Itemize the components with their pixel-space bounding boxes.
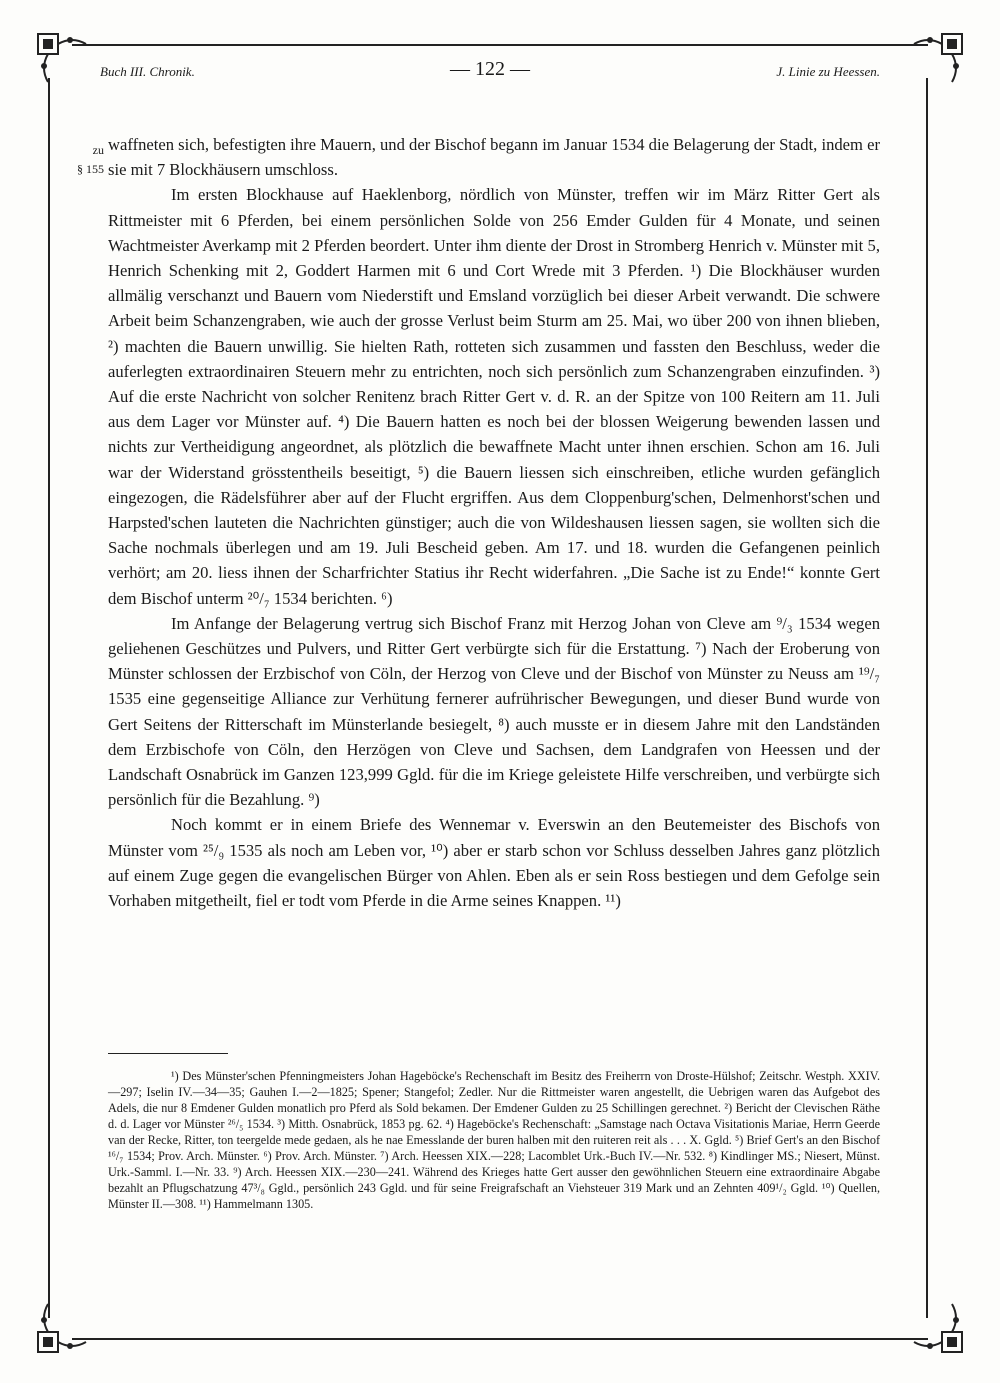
paragraph-3: Im Anfange der Belagerung vertrug sich Bischof Franz mit Herzog Johan von Cleve am ⁹/₃ 1534 wegen geliehenen Geschützes und Pulvers, und Ritter Gert verbürgte sich für die Erstattung. ⁷) Nach der Eroberung von Münster schlossen der Erzbischof von Cöln, der Herzog von Cleve und der Bischof von Münster zu Neuss am ¹⁹/₇ 1535 eine gegenseitige Alliance zur Verhütung fernerer aufrührischer Bewegungen, und dieser Bund wurde von Gert Seitens der Ritterschaft im Münsterlande besiegelt, ⁸) auch musste er in diesem Jahre mit den Landständen dem Erzbischofe von Cöln, den Herzögen von Cleve und Sachsen, dem Landgrafen von Heessen und der Landschaft Osnabrück im Ganzen 123,999 Ggld. für die im Kriege geleistete Hilfe verschreiben, und verbürgte sich persönlich für die Bezahlung. ⁹) <box>108 613 880 810</box>
paragraph-1: waffneten sich, befestigten ihre Mauern, und der Bischof begann im Januar 1534 die Belagerung der Stadt, indem er sie mit 7 Blockhäusern umschloss. <box>108 135 880 180</box>
frame-bottom-rule <box>72 1338 928 1340</box>
running-header <box>100 58 880 88</box>
frame-top-rule <box>72 44 928 46</box>
paragraph-4: Noch kommt er in einem Briefe des Wennemar v. Everswin an den Beutemeister des Bischofs von Münster vom ²⁵/₉ 1535 als noch am Leben vor, ¹⁰) aber er starb schon vor Schluss desselben Jahres ganz plötzlich auf einem Zuge gegen die evangelischen Bürger von Ahlen. Eben als er sein Ross bestiegen und dem Gefolge sein Vorhaben mitgetheilt, fiel er todt vom Pferde in die Arme seines Knappen. ¹¹) <box>108 815 880 911</box>
margin-note-line-1: zu <box>92 143 104 157</box>
frame-left-rule <box>48 78 50 1318</box>
corner-ornament-top-left-icon <box>30 26 90 86</box>
footnotes <box>108 1068 880 1212</box>
corner-ornament-bottom-right-icon <box>910 1300 970 1360</box>
header-lineage-title: J. Linie zu Heessen. <box>776 64 880 79</box>
header-book-title: Buch III. Chronik. <box>100 64 195 79</box>
paragraph-2: Im ersten Blockhause auf Haeklenborg, nördlich von Münster, treffen wir im März Ritter Gert als Rittmeister mit 6 Pferden, bei einem persönlichen Solde von 256 Emder Gulden für 4 Monate, und seinen Wachtmeister Averkamp mit 2 Pferden beordert. Unter ihm diente der Drost in Stromberg Henrich v. Münster mit 5, Henrich Schenking mit 2, Goddert Harmen mit 6 und Cort Wrede mit 3 Pferden. ¹) Die Blockhäuser wurden allmälig verschanzt und Bauern vom Niederstift und Emsland vorzüglich bei dieser Arbeit verwandt. Die schwere Arbeit beim Schanzengraben, wie auch der grosse Verlust beim Sturm am 25. Mai, wo über 200 von ihnen blieben, ²) machten die Bauern unwillig. Sie hielten Rath, rotteten sich zusammen und fassten den Beschluss, weder die auferlegten extraordinairen Steuern mehr zu entrichten, noch sich persönlich zum Schanzengraben einzufinden. ³) Auf die erste Nachricht von solcher Renitenz brach Ritter Gert v. d. R. an der Spitze von 100 Reitern am 11. Juli aus dem Lager vor Münster auf. ⁴) Die Bauern hatten es noch bei der blossen Weigerung bewenden lassen und nichts zur Vertheidigung angeordnet, als plötzlich die bewaffnete Macht unter ihnen erschien. Schon am 16. Juli war der Widerstand grösstentheils beseitigt, ⁵) die Bauern liessen sich einschreiben, etliche wurden gefänglich eingezogen, die Rädelsführer aber auf der Flucht ergriffen. Aus dem Cloppenburg'schen, Delmenhorst'schen und Harpsted'schen lauteten die Nachrichten günstiger; auch die von Wildeshausen liessen sagen, sie wollten sich die Sache nochmals überlegen und am 19. Juli Bescheid geben. Am 17. und 18. wurden die Gefangenen peinlich verhört; am 20. liess ihnen der Scharfrichter Statius ihr Recht widerfahren. „Die Sache ist zu Ende!“ konnte Gert dem Bischof unterm ²⁰/₇ 1534 berichten. ⁶) <box>108 185 880 608</box>
corner-ornament-bottom-left-icon <box>30 1300 90 1360</box>
margin-note-line-2: § 155 <box>77 162 104 176</box>
corner-ornament-top-right-icon <box>910 26 970 86</box>
margin-section-reference <box>68 141 104 179</box>
footnote-separator <box>108 1053 228 1054</box>
page-number: — 122 — <box>450 58 530 80</box>
frame-right-rule <box>926 78 928 1318</box>
footnote-block: ¹) Des Münster'schen Pfenningmeisters Johan Hageböcke's Rechenschaft im Besitz des Freiherrn von Droste-Hülshof; Zeitschr. Westph. XXIV.—297; Iselin IV.—34—35; Gauhen I.—2—1825; Spener; Stangefol; Zedler. Nur die Rittmeister waren angestellt, die Uebrigen waren das Aufgebot des Adels, die nur 8 Emdener Gulden monatlich pro Pferd als Sold bekamen. Der Emdener Gulden zu 25 Schillingen gerechnet. ²) Bericht der Clevischen Räthe d. d. Lager vor Münster ²⁶/₅ 1534. ³) Mitth. Osnabrück, 1853 pg. 62. ⁴) Hageböcke's Rechenschaft: „Samstage nach Octava Visitationis Mariae, Herrn Geerde van der Recke, Ritter, ton teergelde mede gedaen, als he nae Emesslande der buren halben mit den ruiteren reit als . . . X. Ggld. ⁵) Brief Gert's an den Bischof ¹⁶/₇ 1534; Prov. Arch. Münster. ⁶) Prov. Arch. Münster. ⁷) Arch. Heessen XIX.—228; Lacomblet Urk.-Buch IV.—Nr. 532. ⁸) Kindlinger MS.; Niesert, Münst. Urk.-Samml. I.—Nr. 33. ⁹) Arch. Heessen XIX.—230—241. Während des Krieges hatte Gert ausser den gewöhnlichen Steuern eine extraordinaire Abgabe bezahlt an Pflugschatzung 47³/₈ Ggld., persönlich 243 Ggld. und für seine Freigrafschaft an Viehsteuer 319 Mark und an Zehnten 409¹/₂ Ggld. ¹⁰) Quellen, Münster II.—308. ¹¹) Hammelmann 1305. <box>108 1069 880 1211</box>
main-text <box>108 132 880 913</box>
